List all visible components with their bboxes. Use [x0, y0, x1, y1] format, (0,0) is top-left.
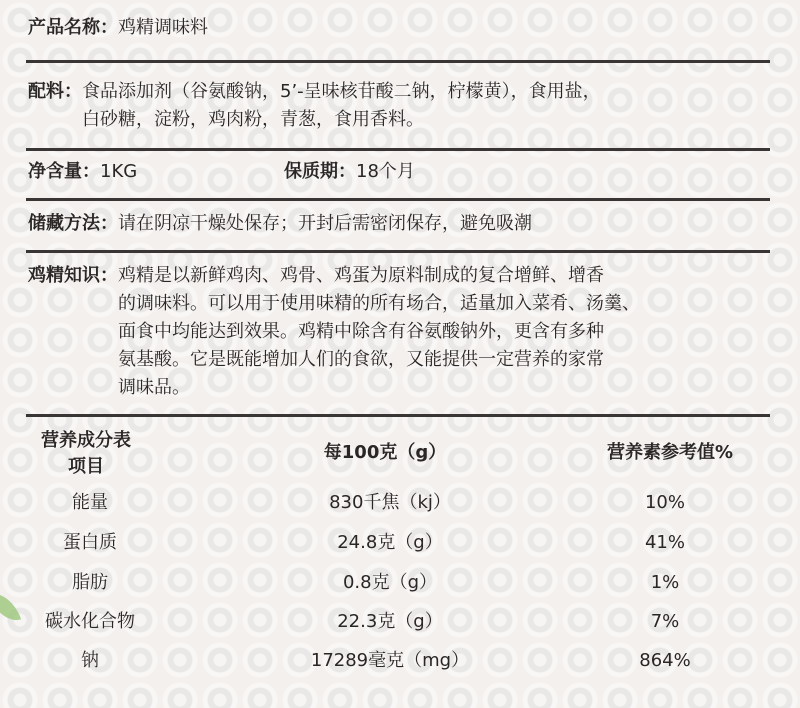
nutrient-amount: 17289毫克（mg） [310, 650, 470, 671]
nutrient-nrv: 864% [639, 650, 691, 671]
storage-value: 请在阴凉干燥处保存；开封后需密闭保存，避免吸潮 [118, 213, 532, 234]
shelf-life-value: 18个月 [356, 161, 415, 182]
nutrient-name: 钠 [81, 650, 99, 671]
net-content-label: 净含量： [28, 161, 100, 182]
table-row [0, 603, 800, 641]
knowledge-line: 调味品。 [118, 377, 190, 398]
nutrient-amount: 0.8克（g） [342, 572, 438, 593]
ingredients-label: 配料： [28, 81, 82, 102]
table-row [0, 524, 800, 562]
table-row [0, 484, 800, 522]
table-row [0, 564, 800, 602]
nutrient-name: 碳水化合物 [45, 611, 135, 632]
divider [26, 414, 770, 417]
nutrient-amount: 830千焦（kj） [329, 492, 451, 513]
nutrient-amount: 22.3克（g） [337, 611, 443, 632]
knowledge-line: 鸡精是以新鲜鸡肉、鸡骨、鸡蛋为原料制成的复合增鲜、增香 [118, 265, 604, 286]
shelf-life-label: 保质期： [284, 161, 356, 182]
knowledge-line: 的调味料。可以用于使用味精的所有场合，适量加入菜肴、汤羹、 [118, 293, 640, 314]
nutrient-name: 脂肪 [72, 572, 108, 593]
storage-label: 储藏方法： [28, 213, 118, 234]
net-content-row [28, 158, 772, 186]
product-name-label: 产品名称： [28, 17, 118, 38]
nutrient-amount: 24.8克（g） [337, 532, 443, 553]
nutrient-nrv: 7% [650, 611, 680, 632]
nutrient-nrv: 41% [644, 532, 685, 553]
column-header-per-100g: 每100克（g） [323, 442, 447, 463]
table-row [0, 642, 800, 680]
column-header-nrv: 营养素参考值% [606, 442, 734, 463]
divider [26, 60, 770, 63]
column-header-item: 项目 [68, 456, 104, 477]
ingredients-row [28, 78, 772, 134]
ingredients-line-1: 食品添加剂（谷氨酸钠，5’-呈味核苷酸二钠，柠檬黄），食用盐， [82, 81, 601, 102]
storage-row [28, 210, 772, 238]
product-name-row [28, 14, 772, 42]
nutrient-name: 能量 [72, 492, 108, 513]
nutrient-nrv: 1% [650, 572, 680, 593]
nutrient-name: 蛋白质 [63, 532, 117, 553]
net-content-value: 1KG [100, 161, 138, 182]
divider [26, 148, 770, 151]
product-name-value: 鸡精调味料 [118, 17, 208, 38]
nutrient-nrv: 10% [644, 492, 685, 513]
knowledge-label: 鸡精知识： [28, 265, 118, 286]
ingredients-line-2: 白砂糖，淀粉，鸡肉粉，青葱，食用香料。 [82, 109, 424, 130]
divider [26, 250, 770, 253]
nutrition-title: 营养成分表 [41, 430, 131, 451]
knowledge-line: 面食中均能达到效果。鸡精中除含有谷氨酸钠外，更含有多种 [118, 321, 604, 342]
knowledge-line: 氨基酸。它是既能增加人们的食欲，又能提供一定营养的家常 [118, 349, 604, 370]
divider [26, 198, 770, 201]
knowledge-row [28, 262, 772, 402]
